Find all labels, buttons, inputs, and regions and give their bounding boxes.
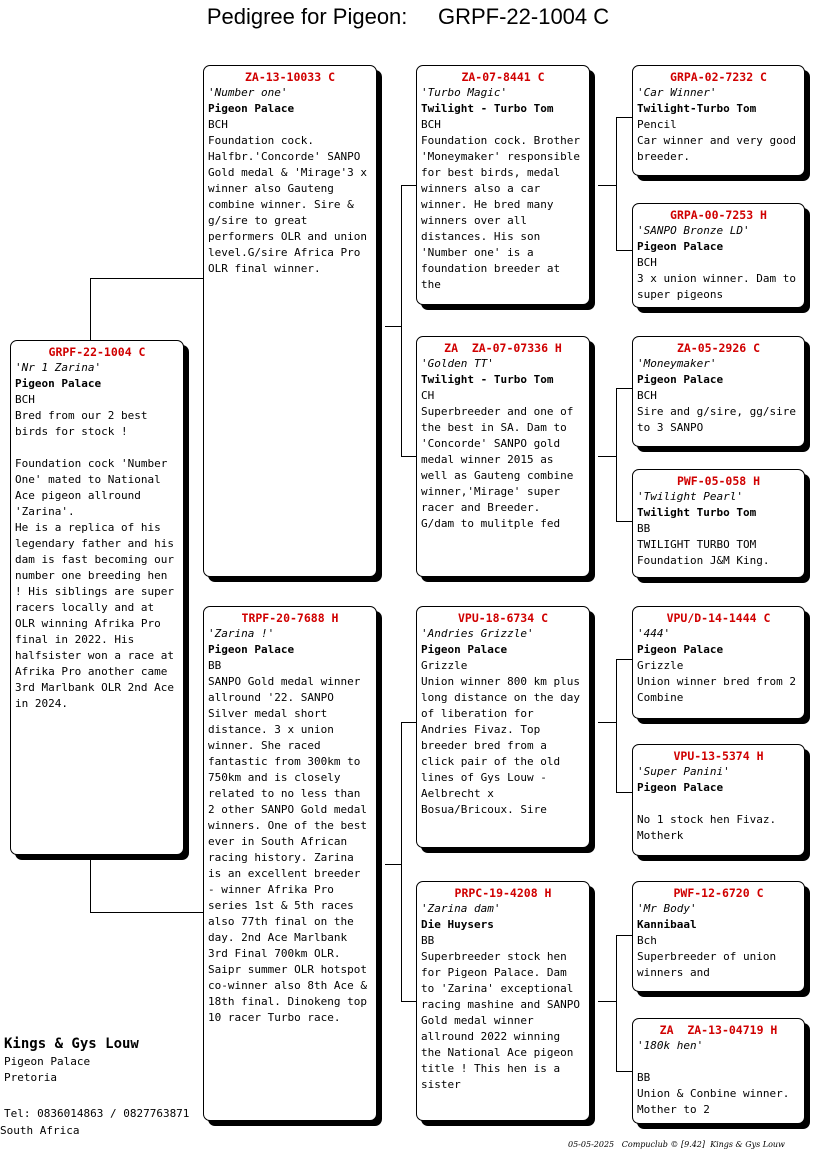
loft-name: Pigeon Palace	[208, 102, 295, 115]
pigeon-color: BB	[208, 659, 222, 672]
pigeon-notes: Union winner bred from 2 Combine	[637, 675, 803, 704]
ring-number: GRPA-00-7253 H	[670, 208, 767, 222]
subject-card	[10, 340, 184, 855]
pigeon-name: 'Turbo Magic'	[421, 86, 508, 99]
connector-line	[616, 792, 633, 793]
connector-line	[401, 185, 417, 186]
pigeon-color: BCH	[637, 389, 657, 402]
loft-name: Pigeon Palace	[637, 781, 724, 794]
pigeon-notes: 3 x union winner. Dam to super pigeons	[637, 272, 803, 301]
connector-line	[616, 659, 633, 660]
connector-line	[616, 659, 617, 793]
dam-dam-card	[416, 881, 590, 1121]
pigeon-color: BCH	[15, 393, 35, 406]
connector-line	[616, 935, 617, 1072]
ring-number: GRPA-02-7232 C	[670, 70, 767, 84]
breeder-country: South Africa	[0, 1124, 80, 1137]
breeder-phone: Tel: 0836014863 / 0827763871	[4, 1107, 190, 1120]
ring-number: GRPF-22-1004 C	[48, 345, 146, 359]
sire-sire-dam-card	[632, 203, 805, 308]
sire-dam-sire-card	[632, 336, 805, 447]
connector-line	[616, 388, 633, 389]
ring-number: ZA ZA-13-04719 H	[659, 1023, 778, 1037]
pigeon-name: 'Nr 1 Zarina'	[15, 361, 102, 374]
loft-name: Pigeon Palace	[208, 643, 295, 656]
pigeon-notes: Union winner 800 km plus long distance on the day of liberation for Andries Fivaz. Top breeder bred from a click pair of the old lines of Gys Louw - Aelbrecht x Bosua/Bricoux. Sire	[421, 675, 587, 816]
pigeon-color: Pencil	[637, 118, 677, 131]
loft-name	[637, 1054, 800, 1070]
connector-line	[401, 1001, 417, 1002]
connector-line	[616, 117, 617, 251]
ring-number: PRPC-19-4208 H	[454, 886, 552, 900]
dam-dam-sire-card	[632, 881, 805, 992]
pigeon-color: BCH	[637, 256, 657, 269]
connector-line	[90, 278, 204, 279]
page-title: Pedigree for Pigeon: GRPF-22-1004 C	[206, 4, 610, 29]
ring-number: VPU/D-14-1444 C	[666, 611, 771, 625]
connector-line	[616, 521, 633, 522]
pigeon-name: 'Car Winner'	[637, 86, 717, 99]
connector-line	[401, 722, 402, 1002]
pigeon-color: CH	[421, 389, 435, 402]
breeder-info	[4, 1034, 139, 1086]
pigeon-name: 'Number one'	[208, 86, 288, 99]
dam-sire-sire-card	[632, 606, 805, 719]
pigeon-name: 'Super Panini'	[637, 765, 730, 778]
ring-number: VPU-18-6734 C	[457, 611, 548, 625]
loft-name: Twilight Turbo Tom	[637, 506, 757, 519]
pigeon-notes: Bred from our 2 best birds for stock ! Foundation cock 'Number One' mated to National Ace pigeon allround 'Zarina'. He is a replica of his legendary father and his dam is fast becoming our number one breeding hen ! His siblings are super racers locally and at OLR winning Afrika Pro final in 2022. His halfsister won a race at Afrika Pro another came 3rd Marlbank OLR 2nd Ace in 2024.	[15, 409, 174, 710]
pigeon-color: BB	[637, 522, 651, 535]
connector-line	[90, 278, 91, 340]
loft-name: Kannibaal	[637, 918, 697, 931]
ring-number: ZA-05-2926 C	[676, 341, 761, 355]
connector-line	[90, 912, 204, 913]
loft-name: Twilight - Turbo Tom	[421, 373, 554, 386]
pigeon-name: 'SANPO Bronze LD'	[637, 224, 750, 237]
sire-dam-dam-card	[632, 469, 805, 578]
pigeon-notes: TWILIGHT TURBO TOM Foundation J&M King.	[637, 538, 770, 567]
connector-line	[616, 1071, 633, 1072]
pigeon-name: 'Zarina dam'	[421, 902, 501, 915]
pigeon-color: Bch	[637, 934, 657, 947]
ring-number: ZA-07-8441 C	[461, 70, 545, 84]
loft-name: Twilight-Turbo Tom	[637, 102, 757, 115]
loft-name: Pigeon Palace	[637, 643, 724, 656]
pigeon-color: BB	[421, 934, 435, 947]
sire-sire-sire-card	[632, 65, 805, 176]
connector-line	[385, 326, 401, 327]
pigeon-notes: Sire and g/sire, gg/sire to 3 SANPO	[637, 405, 803, 434]
ring-number: VPU-13-5374 H	[673, 749, 764, 763]
breeder-city: Pretoria	[4, 1071, 57, 1084]
pigeon-notes: SANPO Gold medal winner allround '22. SANPO Silver medal short distance. 3 x union winner. She raced fantastic from 300km to 750km and is closely related to no less than 2 other SANPO Gold medal winners. One of the best ever in South African racing history. Zarina is an excellent breeder - winner Afrika Pro series 1st & 5th races also 77th final on the day. 2nd Ace Marlbank 3rd Final 700km OLR. Saipr summer OLR hotspot co-winner also 8th Ace & 18th final. Dinokeng top 10 racer Turbo race.	[208, 675, 374, 1024]
pigeon-name: '180k hen'	[637, 1039, 704, 1052]
loft-name: Pigeon Palace	[15, 377, 102, 390]
pigeon-notes: Foundation cock. Halfbr.'Concorde' SANPO Gold medal & 'Mirage'3 x winner also Gauteng combine winner. Sire & g/sire to great performers OLR and union level.G/sire Africa Pro OLR final winner.	[208, 134, 374, 275]
pigeon-color: BCH	[208, 118, 228, 131]
sire-dam-card	[416, 336, 590, 577]
ring-number: ZA ZA-07-07336 H	[444, 341, 562, 355]
pigeon-name: 'Andries Grizzle'	[421, 627, 534, 640]
pigeon-name: 'Moneymaker'	[637, 357, 717, 370]
ring-number: PWF-05-058 H	[676, 474, 761, 488]
pigeon-name: 'Twilight Pearl'	[637, 490, 743, 503]
footer-credit: 05-05-2025 Compuclub © [9.42] Kings & Gys Louw	[568, 1140, 785, 1149]
connector-line	[616, 935, 633, 936]
dam-dam-dam-card	[632, 1018, 805, 1124]
pigeon-notes: Union & Conbine winner. Mother to 2	[637, 1087, 803, 1116]
connector-line	[598, 1001, 616, 1002]
sire-sire-card	[416, 65, 590, 305]
connector-line	[598, 456, 616, 457]
pigeon-color: Grizzle	[421, 659, 468, 672]
connector-line	[401, 722, 417, 723]
loft-name: Twilight - Turbo Tom	[421, 102, 554, 115]
connector-line	[598, 185, 616, 186]
pigeon-color	[637, 796, 800, 812]
connector-line	[616, 388, 617, 522]
dam-sire-dam-card	[632, 744, 805, 856]
pigeon-notes: Superbreeder and one of the best in SA. Dam to 'Concorde' SANPO gold medal winner 2015 as well as Gauteng combine winner,'Mirage' super racer and Breeder. G/dam to mulitple fed	[421, 405, 580, 530]
loft-name: Pigeon Palace	[637, 373, 724, 386]
connector-line	[401, 185, 402, 457]
dam-card	[203, 606, 377, 1121]
connector-line	[401, 456, 417, 457]
pigeon-name: 'Golden TT'	[421, 357, 494, 370]
loft-name: Pigeon Palace	[637, 240, 724, 253]
pigeon-notes: No 1 stock hen Fivaz. Motherk	[637, 813, 783, 842]
loft-name: Pigeon Palace	[421, 643, 508, 656]
pigeon-name: '444'	[637, 627, 671, 640]
breeder-name: Kings & Gys Louw	[4, 1036, 139, 1052]
dam-sire-card	[416, 606, 590, 848]
pigeon-color: Grizzle	[637, 659, 684, 672]
pigeon-notes: Superbreeder stock hen for Pigeon Palace. Dam to 'Zarina' exceptional racing mashine and SANPO Gold medal winner allround 2022 winning the National Ace pigeon title ! This hen is a sister	[421, 950, 587, 1091]
connector-line	[616, 117, 633, 118]
pigeon-notes: Superbreeder of union winners and	[637, 950, 783, 979]
pigeon-color: BB	[637, 1071, 651, 1084]
connector-line	[90, 855, 91, 913]
breeder-loft: Pigeon Palace	[4, 1055, 91, 1068]
sire-card	[203, 65, 377, 577]
ring-number: PWF-12-6720 C	[673, 886, 764, 900]
pigeon-notes: Foundation cock. Brother 'Moneymaker' responsible for best birds, medal winners also a car winner. He bred many winners over all distances. His son 'Number one' is a foundation breeder at the	[421, 134, 587, 291]
pigeon-notes: Car winner and very good breeder.	[637, 134, 803, 163]
pigeon-name: 'Mr Body'	[637, 902, 697, 915]
ring-number: TRPF-20-7688 H	[241, 611, 339, 625]
pigeon-name: 'Zarina !'	[208, 627, 275, 640]
connector-line	[598, 722, 616, 723]
pigeon-color: BCH	[421, 118, 441, 131]
connector-line	[616, 250, 633, 251]
ring-number: ZA-13-10033 C	[244, 70, 335, 84]
connector-line	[385, 864, 401, 865]
loft-name: Die Huysers	[421, 918, 494, 931]
